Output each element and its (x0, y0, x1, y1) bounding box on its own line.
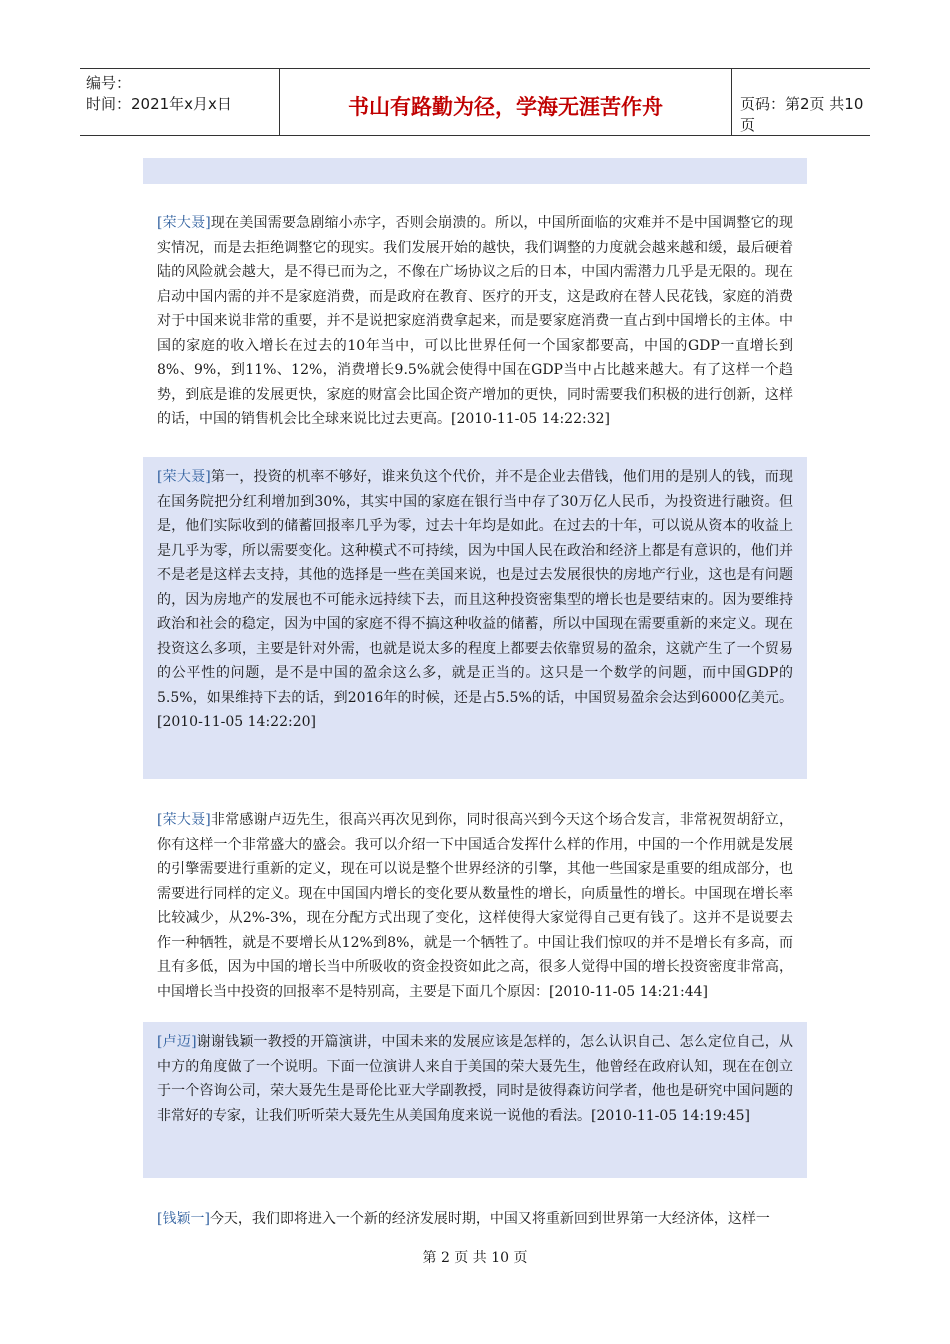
entry-text: 第一，投资的机率不够好，谁来负这个代价，并不是企业去借钱，他们用的是别人的钱，而现在国务院把分红利增加到30%，其实中国的家庭在银行当中存了30万亿人民币，为投资进行融资。但是，他们实际收到的储蓄回报率几乎为零，过去十年均是如此。在过去的十年，可以说从资本的收益上是几乎为零，所以需要变化。这种模式不可持续，因为中国人民在政治和经济上都是有意识的，他们并不是老是这样去支持，其他的选择是一些在美国来说，也是过去发展很快的房地产行业，这也是有问题的，因为房地产的发展也不可能永远持续下去，而且这种投资密集型的增长也是要结束的。因为要维持政治和社会的稳定，因为中国的家庭不得不搞这种收益的储蓄，所以中国现在需要重新的来定义。现在投资这么多项，主要是针对外需，也就是说太多的程度上都要去依靠贸易的盈余，这就产生了一个贸易的公平性的问题，是不是中国的盈余这么多，就是正当的。这只是一个数学的问题，而中国GDP的5.5%，如果维持下去的话，到2016年的时候，还是占5.5%的话，中国贸易盈余会达到6000亿美元。[2010-11-05 14:22:20] (157, 469, 793, 730)
transcript-entry (143, 457, 807, 779)
shaded-strip (143, 158, 807, 184)
page-header (80, 68, 870, 136)
entry-text: 谢谢钱颖一教授的开篇演讲，中国未来的发展应该是怎样的，怎么认识自己、怎么定位自己，从中方的角度做了一个说明。下面一位演讲人来自于美国的荣大聂先生，他曾经在政府认知，现在在创立于一个咨询公司，荣大聂先生是哥伦比亚大学副教授，同时是彼得森访问学者，他也是研究中国问题的非常好的专家，让我们听听荣大聂先生从美国角度来说一说他的看法。[2010-11-05 14:19:45] (157, 1034, 793, 1124)
speaker-name: [荣大聂] (157, 469, 211, 485)
speaker-name: [钱颖一] (157, 1211, 210, 1227)
speaker-name: [荣大聂] (157, 215, 211, 231)
transcript-entry (143, 1199, 807, 1237)
header-motto: 书山有路勤为径，学海无涯苦作舟 (348, 95, 663, 119)
page-footer: 第 2 页 共 10 页 (422, 1250, 528, 1266)
speaker-name: [卢迈] (157, 1034, 197, 1050)
document-number-label: 编号： (86, 74, 132, 92)
header-meta (80, 69, 280, 135)
document-date: 时间：2021年x月x日 (86, 95, 232, 113)
transcript-entry (143, 1022, 807, 1178)
transcript-entry (143, 203, 807, 446)
entry-text: 现在美国需要急剧缩小赤字，否则会崩溃的。所以，中国所面临的灾难并不是中国调整它的现实情况，而是去拒绝调整它的现实。我们发展开始的越快，我们调整的力度就会越来越和缓，最后硬着陆的风险就会越大，是不得已而为之，不像在广场协议之后的日本，中国内需潜力几乎是无限的。现在启动中国内需的并不是家庭消费，而是政府在教育、医疗的开支，这是政府在替人民花钱，家庭的消费对于中国来说非常的重要，并不是说把家庭消费拿起来，而是要家庭消费一直占到中国增长的主体。中国的家庭的收入增长在过去的10年当中，可以比世界任何一个国家都要高，中国的GDP一直增长到8%、9%，到11%、12%，消费增长9.5%就会使得中国在GDP当中占比越来越大。有了这样一个趋势，到底是谁的发展更快，家庭的财富会比国企资产增加的更快，同时需要我们积极的进行创新，这样的话，中国的销售机会比全球来说比过去更高。[2010-11-05 14:22:32] (157, 215, 793, 427)
speaker-name: [荣大聂] (157, 812, 211, 828)
entry-text: 今天，我们即将进入一个新的经济发展时期，中国又将重新回到世界第一大经济体，这样一 (209, 1211, 770, 1227)
header-motto-cell (280, 69, 732, 135)
header-page-info: 页码：第2页 共10页 (740, 95, 864, 134)
entry-text: 非常感谢卢迈先生，很高兴再次见到你，同时很高兴到今天这个场合发言，非常祝贺胡舒立，你有这样一个非常盛大的盛会。我可以介绍一下中国适合发挥什么样的作用，中国的一个作用就是发展的引擎需要进行重新的定义，现在可以说是整个世界经济的引擎，其他一些国家是重要的组成部分，也需要进行同样的定义。现在中国国内增长的变化要从数量性的增长，向质量性的增长。中国现在增长率比较减少，从2%-3%，现在分配方式出现了变化，这样使得大家觉得自己更有钱了。这并不是说要去作一种牺牲，就是不要增长从12%到8%，就是一个牺牲了。中国让我们惊叹的并不是增长有多高，而且有多低，因为中国的增长当中所吸收的资金投资如此之高，很多人觉得中国的增长投资密度非常高，中国增长当中投资的回报率不是特别高，主要是下面几个原因：[2010-11-05 14:21:44] (157, 812, 793, 1000)
transcript-entry (143, 800, 807, 1006)
